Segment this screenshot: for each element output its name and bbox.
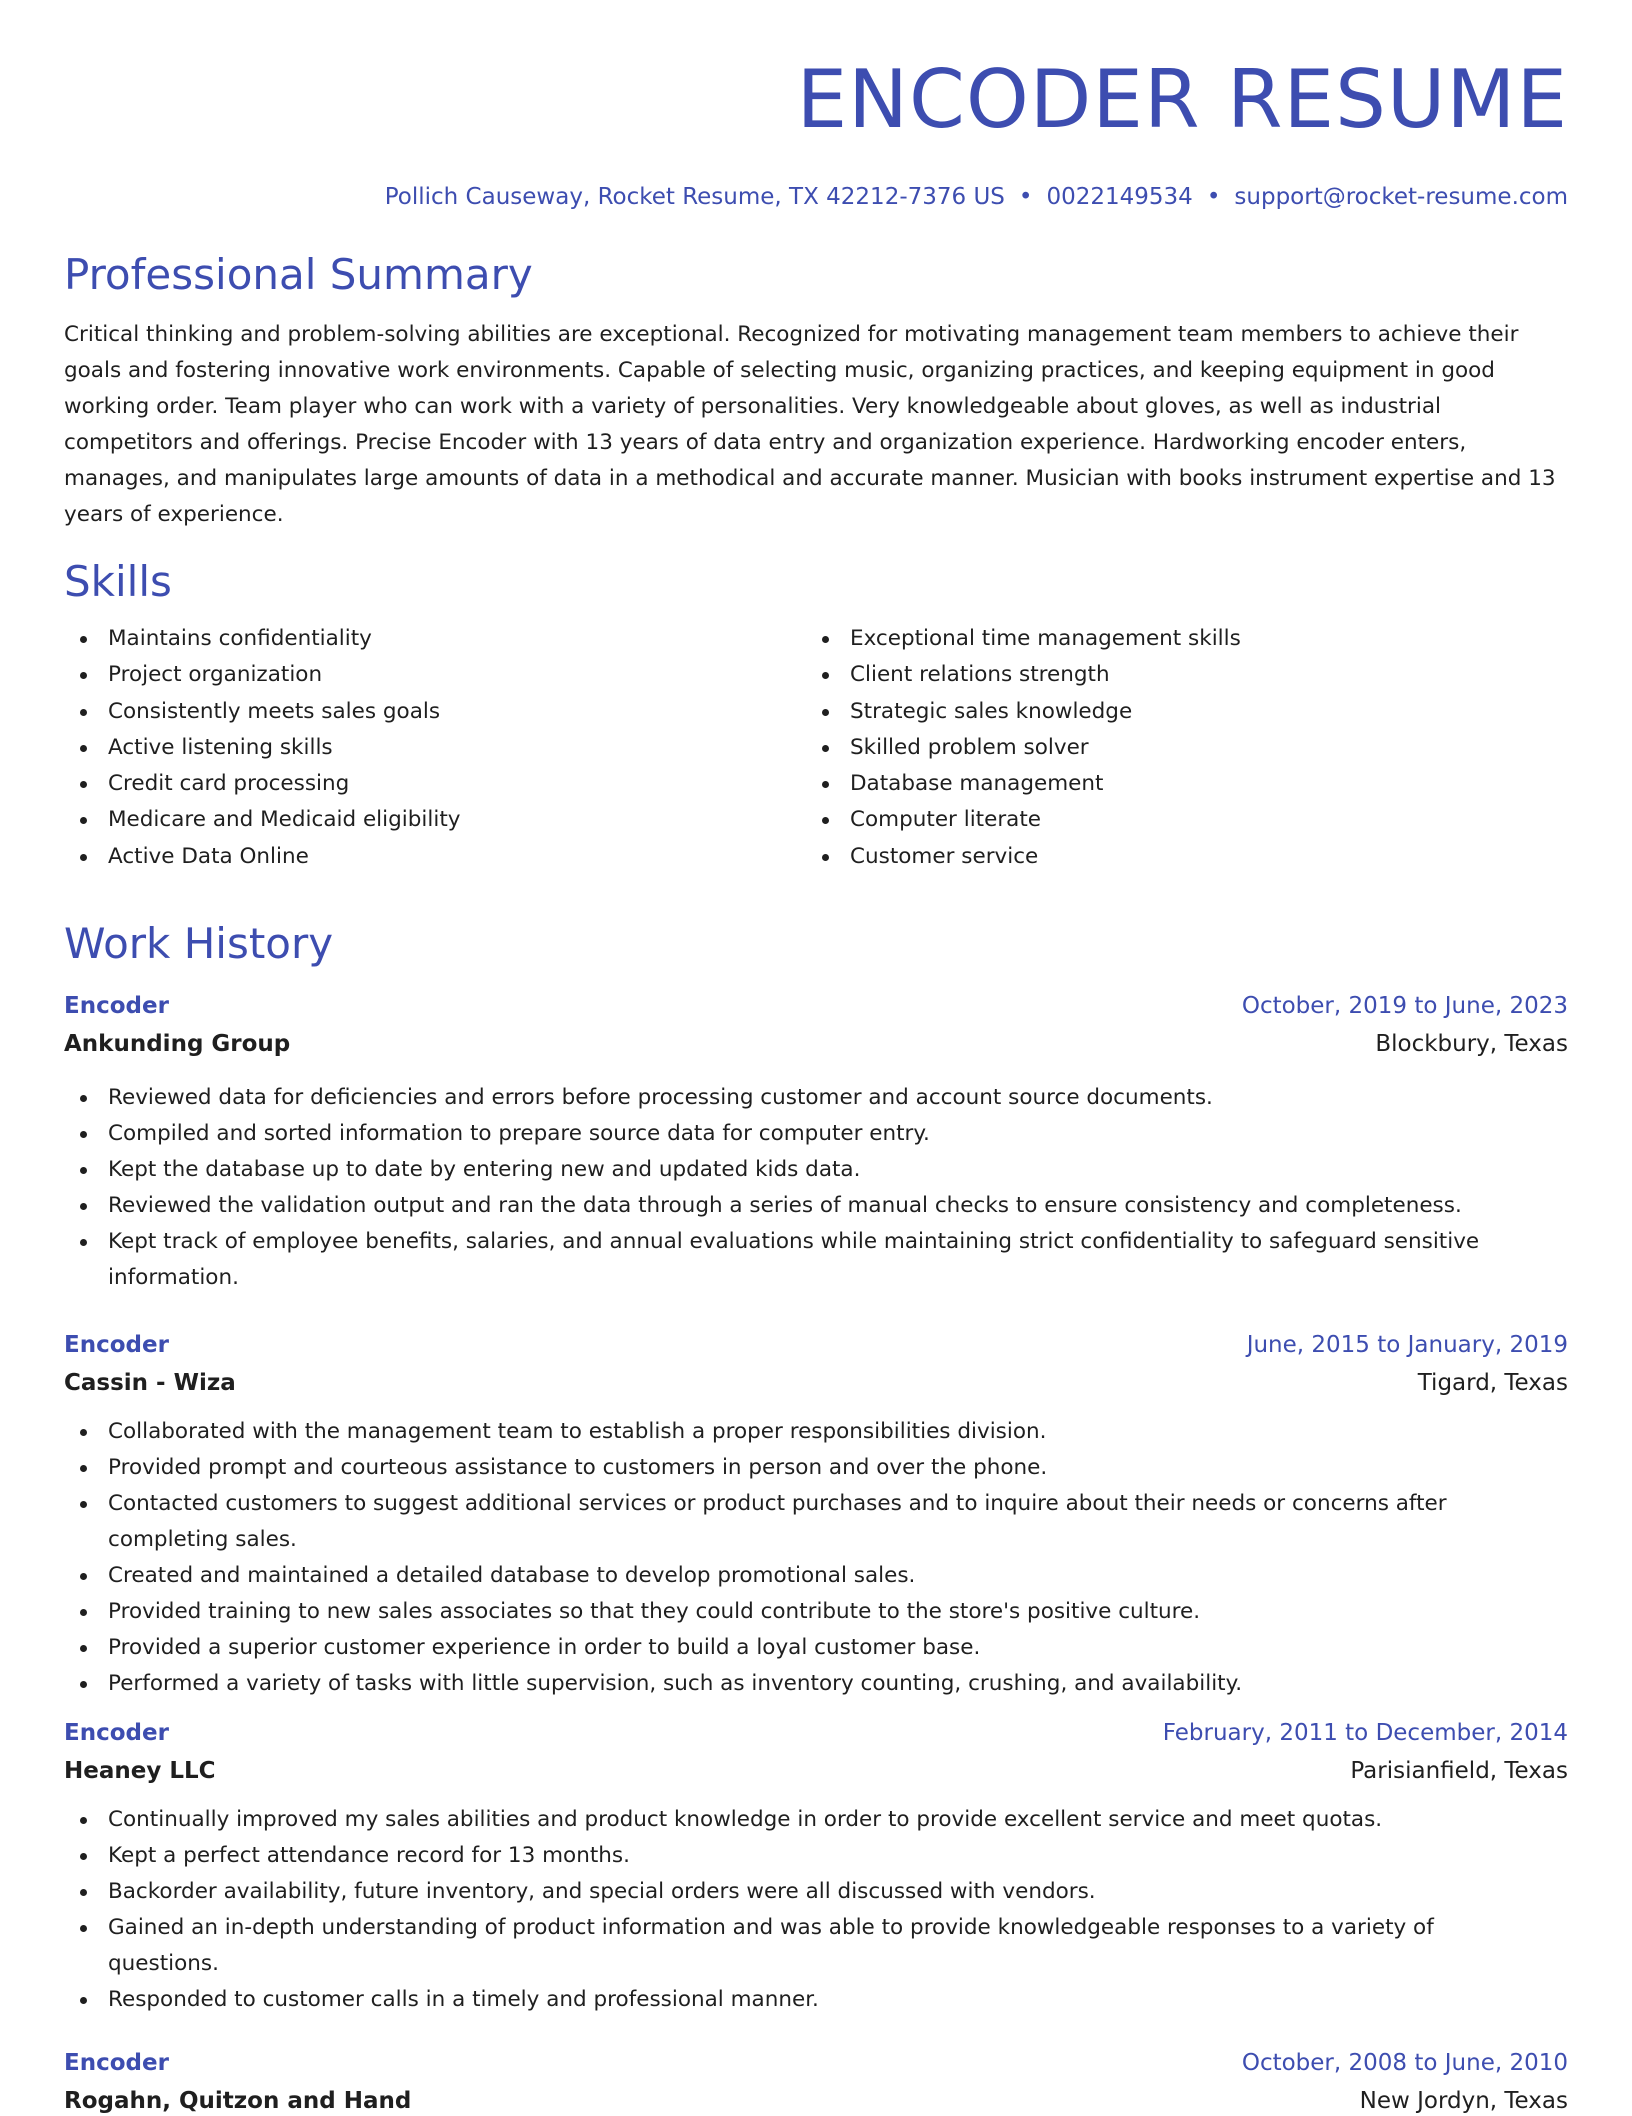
duty-item: Responded to customer calls in a timely and professional manner.	[64, 1982, 1534, 2018]
skill-item: Computer literate	[806, 802, 1548, 838]
duty-item: Reviewed data for deficiencies and errors before processing customer and account source documents.	[64, 1080, 1534, 1116]
skill-item: Client relations strength	[806, 657, 1548, 693]
duty-item: Continually improved my sales abilities and product knowledge in order to provide excellent service and meet quotas.	[64, 1802, 1534, 1838]
job-duties	[64, 1414, 1534, 1702]
skills-list	[64, 621, 1568, 875]
contact-separator: •	[1206, 184, 1221, 210]
contact-phone: 0022149534	[1046, 184, 1193, 210]
job-dates: February, 2011 to December, 2014	[1162, 1720, 1568, 1747]
duty-item: Provided prompt and courteous assistance to customers in person and over the phone.	[64, 1450, 1534, 1486]
skill-item: Credit card processing	[64, 766, 806, 802]
job-subheader	[64, 1756, 1568, 1786]
duty-item: Kept track of employee benefits, salaries, and annual evaluations while maintaining strict confidentiality to safeguard sensitive information.	[64, 1224, 1534, 1296]
job-header	[64, 2048, 1568, 2078]
skills-column-right	[806, 621, 1548, 875]
skill-item: Customer service	[806, 839, 1548, 875]
skill-item: Medicare and Medicaid eligibility	[64, 802, 806, 838]
resume-title: ENCODER RESUME	[796, 53, 1568, 146]
section-title-professional-summary: Professional Summary	[64, 250, 533, 299]
duty-item: Performed a variety of tasks with little supervision, such as inventory counting, crushing, and availability.	[64, 1666, 1534, 1702]
job-duties	[64, 1802, 1534, 2018]
skills-column-left	[64, 621, 806, 875]
skill-item: Active Data Online	[64, 839, 806, 875]
job-company: Rogahn, Quitzon and Hand	[64, 2088, 412, 2115]
duty-item: Kept a perfect attendance record for 13 months.	[64, 1838, 1534, 1874]
skill-item: Exceptional time management skills	[806, 621, 1548, 657]
job-role: Encoder	[64, 2050, 169, 2077]
duty-item: Kept the database up to date by entering new and updated kids data.	[64, 1152, 1534, 1188]
job-entry	[64, 2048, 1568, 2116]
duty-item: Collaborated with the management team to establish a proper responsibilities division.	[64, 1414, 1534, 1450]
job-header	[64, 1718, 1568, 1748]
job-entry	[64, 991, 1568, 1296]
job-dates: June, 2015 to January, 2019	[1246, 1332, 1568, 1359]
contact-email: support@rocket-resume.com	[1234, 184, 1568, 210]
skill-item: Project organization	[64, 657, 806, 693]
duty-item: Backorder availability, future inventory, and special orders were all discussed with vendors.	[64, 1874, 1534, 1910]
duty-item: Contacted customers to suggest additional services or product purchases and to inquire about their needs or concerns after completing sales.	[64, 1486, 1534, 1558]
job-subheader	[64, 1368, 1568, 1398]
skill-item: Maintains confidentiality	[64, 621, 806, 657]
section-title-skills: Skills	[64, 557, 172, 606]
duty-item: Gained an in-depth understanding of product information and was able to provide knowledgeable responses to a variety of questions.	[64, 1910, 1534, 1982]
contact-line	[64, 182, 1568, 212]
duty-item: Provided a superior customer experience in order to build a loyal customer base.	[64, 1630, 1534, 1666]
skill-item: Strategic sales knowledge	[806, 694, 1548, 730]
job-role: Encoder	[64, 1720, 169, 1747]
duty-item: Reviewed the validation output and ran the data through a series of manual checks to ensure consistency and completeness.	[64, 1188, 1534, 1224]
contact-separator: •	[1018, 184, 1033, 210]
skill-item: Database management	[806, 766, 1548, 802]
job-role: Encoder	[64, 1332, 169, 1359]
job-duties	[64, 1080, 1534, 1296]
skill-item: Consistently meets sales goals	[64, 694, 806, 730]
job-location: Blockbury, Texas	[1375, 1031, 1568, 1058]
skill-item: Active listening skills	[64, 730, 806, 766]
duty-item: Provided training to new sales associates so that they could contribute to the store's positive culture.	[64, 1594, 1534, 1630]
job-dates: October, 2008 to June, 2010	[1241, 2050, 1568, 2077]
job-company: Ankunding Group	[64, 1031, 291, 1058]
job-entry	[64, 1330, 1568, 1702]
job-subheader	[64, 1029, 1568, 1059]
duty-item: Created and maintained a detailed database to develop promotional sales.	[64, 1558, 1534, 1594]
skill-item: Skilled problem solver	[806, 730, 1548, 766]
contact-address: Pollich Causeway, Rocket Resume, TX 42212-7376 US	[384, 184, 1005, 210]
job-company: Heaney LLC	[64, 1758, 216, 1785]
job-location: Parisianfield, Texas	[1350, 1758, 1568, 1785]
job-entry	[64, 1718, 1568, 2018]
duty-item: Compiled and sorted information to prepare source data for computer entry.	[64, 1116, 1534, 1152]
section-title-work-history: Work History	[64, 919, 334, 969]
job-role: Encoder	[64, 993, 169, 1020]
job-header	[64, 991, 1568, 1021]
job-dates: October, 2019 to June, 2023	[1241, 993, 1568, 1020]
job-location: New Jordyn, Texas	[1359, 2088, 1568, 2115]
job-company: Cassin - Wiza	[64, 1370, 236, 1397]
summary-text: Critical thinking and problem-solving abilities are exceptional. Recognized for motivating management team members to achieve their goals and fostering innovative work environments. Capable of selecting music, organizing practices, and keeping equipment in good working order. Team player who can work with a variety of personalities. Very knowledgeable about gloves, as well as industrial competitors and offerings. Precise Encoder with 13 years of data entry and organization experience. Hardworking encoder enters, manages, and manipulates large amounts of data in a methodical and accurate manner. Musician with books instrument expertise and 13 years of experience.	[64, 322, 1556, 527]
job-location: Tigard, Texas	[1417, 1370, 1568, 1397]
job-header	[64, 1330, 1568, 1360]
